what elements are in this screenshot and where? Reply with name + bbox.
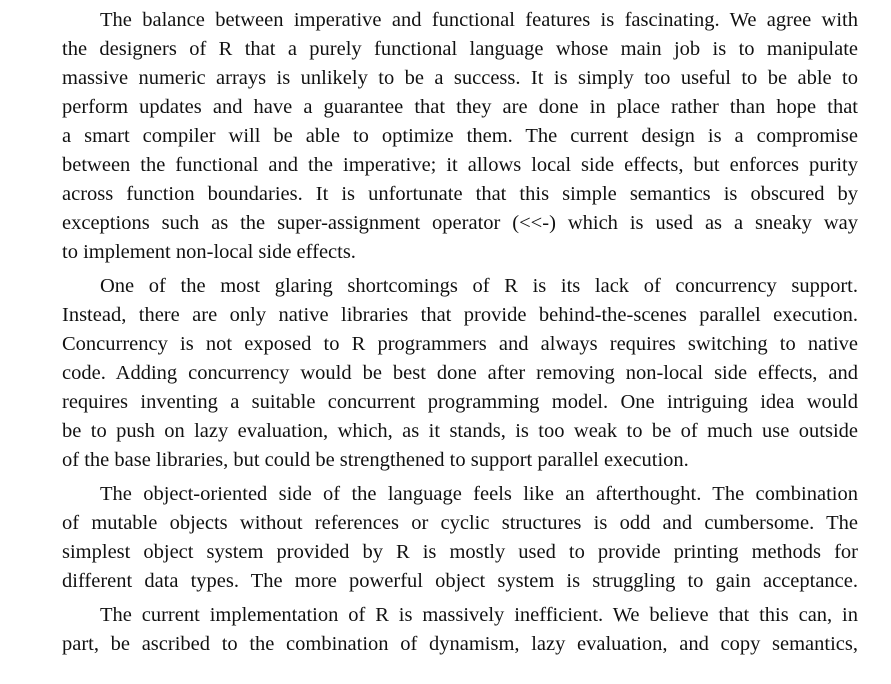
text-line: between the functional and the imperative; it allows local side effects, but enforces purity [62,154,858,176]
text-line: massive numeric arrays is unlikely to be a success. It is simply too useful to be able to [62,67,858,89]
text-line: of mutable objects without references or cyclic structures is odd and cumbersome. The [62,512,858,534]
text-line: requires inventing a suitable concurrent programming model. One intriguing idea would [62,391,858,413]
text-line: simplest object system provided by R is mostly used to provide printing methods for [62,541,858,563]
paragraph-concurrency [24,272,858,475]
paragraph-implementation [24,601,858,659]
text-line: One of the most glaring shortcomings of R is its lack of concurrency support. [100,275,858,297]
paper-body [24,6,858,664]
text-line: The balance between imperative and functional features is fascinating. We agree with [100,9,858,31]
text-line: to implement non-local side effects. [62,241,356,263]
text-line: Instead, there are only native libraries that provide behind-the-scenes parallel execution. [62,304,858,326]
paragraph-imperative-functional [24,6,858,267]
paragraph-object-oriented [24,480,858,596]
text-line: the designers of R that a purely functional language whose main job is to manipulate [62,38,858,60]
text-line: be to push on lazy evaluation, which, as it stands, is too weak to be of much use outside [62,420,858,442]
text-line: Concurrency is not exposed to R programmers and always requires switching to native [62,333,858,355]
text-line: perform updates and have a guarantee that they are done in place rather than hope that [62,96,858,118]
text-line: a smart compiler will be able to optimize them. The current design is a compromise [62,125,858,147]
text-line: exceptions such as the super-assignment operator (<<-) which is used as a sneaky way [62,212,858,234]
text-line: part, be ascribed to the combination of dynamism, lazy evaluation, and copy semantics, [62,633,858,655]
text-line: The current implementation of R is massively inefficient. We believe that this can, in [100,604,858,626]
text-line: code. Adding concurrency would be best done after removing non-local side effects, and [62,362,858,384]
text-line: of the base libraries, but could be strengthened to support parallel execution. [62,449,689,471]
text-line: different data types. The more powerful object system is struggling to gain acceptance. [62,570,858,592]
text-line: The object-oriented side of the language feels like an afterthought. The combination [100,483,858,505]
text-line: across function boundaries. It is unfortunate that this simple semantics is obscured by [62,183,858,205]
